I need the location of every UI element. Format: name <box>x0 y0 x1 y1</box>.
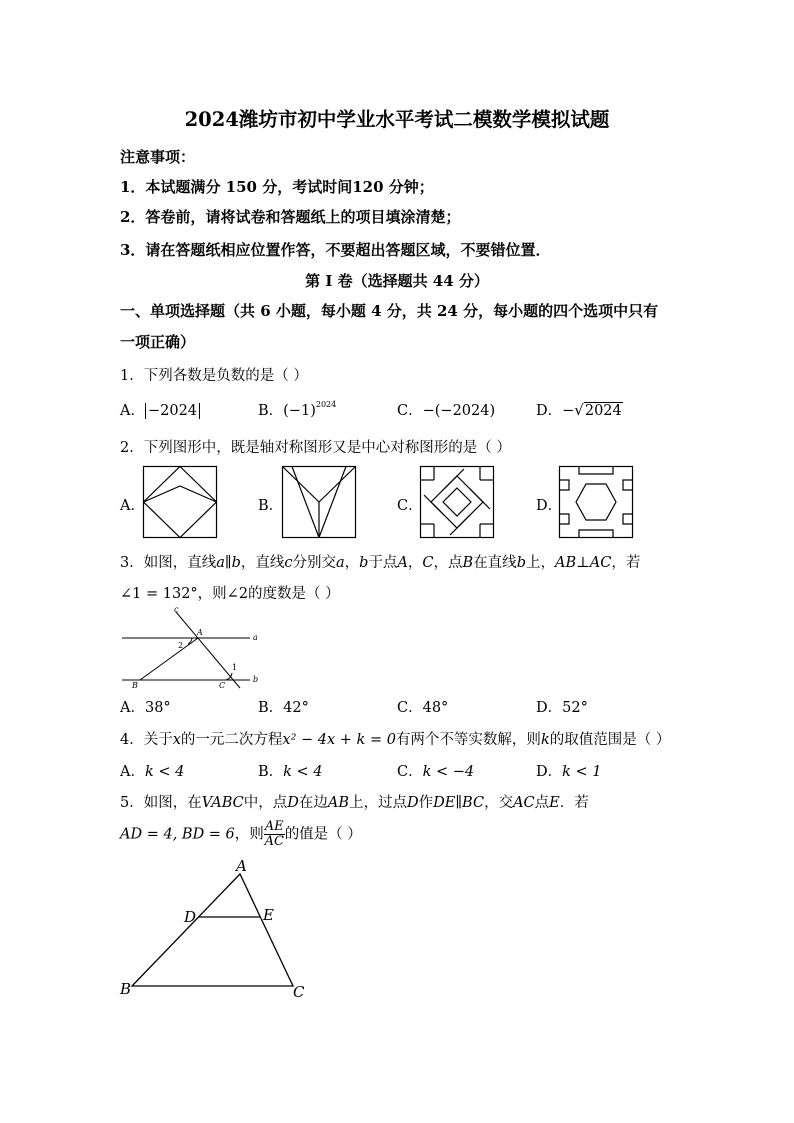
q4-text: 的取值范围是（ ） <box>549 732 671 748</box>
q3-figure <box>118 604 268 690</box>
q3-point-b: B <box>132 681 138 690</box>
q3-text: 上， <box>525 555 555 571</box>
q3-option-c <box>397 696 448 717</box>
option-value: 42° <box>283 700 309 716</box>
q3-math: C <box>422 555 434 571</box>
q5-math: AD = 4, BD = 6 <box>120 826 235 843</box>
option-label: D． <box>536 403 563 419</box>
section-title: 第 I 卷（选择题共 44 分） <box>305 272 489 290</box>
q3-math: a <box>335 555 345 571</box>
q5-math: AB <box>327 795 349 811</box>
q3-point-a: A <box>197 628 203 637</box>
q3-angle-2: 2 <box>178 641 184 650</box>
q5-text: 的值是（ ） <box>284 826 362 843</box>
q5-stem-line2 <box>120 820 362 849</box>
q2-label-a: A． <box>120 498 145 514</box>
q4-option-b <box>258 760 323 781</box>
q3-option-a <box>120 696 171 717</box>
q5-text: 5．如图，在 <box>120 795 202 811</box>
option-label: B． <box>258 764 284 780</box>
q1-option-b <box>258 399 336 420</box>
part-heading-line1: 一、单项选择题（共 6 小题，每小题 4 分，共 24 分，每小题的四个选项中只有 <box>120 302 659 320</box>
q1-option-d <box>536 399 623 420</box>
q4-text: 4．关于 <box>120 732 173 748</box>
option-value: k < −4 <box>422 764 475 780</box>
q2-figure-c <box>420 466 494 538</box>
option-label: C． <box>397 700 423 716</box>
q3-option-d <box>536 696 588 717</box>
q3-math: A <box>397 555 408 571</box>
q5-point-b: B <box>120 980 132 998</box>
q5-figure <box>118 856 318 1002</box>
option-label: A． <box>120 764 145 780</box>
q5-text: 作 <box>418 795 434 811</box>
option-label: A． <box>120 403 145 419</box>
note-item-3: 3．请在答题纸相应位置作答，不要超出答题区域，不要错位置． <box>120 241 551 259</box>
q5-text: ．若 <box>559 795 589 811</box>
part-heading-line2: 一项正确） <box>120 333 196 351</box>
notes-heading: 注意事项： <box>120 148 196 166</box>
q3-text: ，则∠2的度数是（ ） <box>197 586 340 602</box>
q3-label-a: a <box>253 633 258 642</box>
option-value: k < 4 <box>283 764 323 780</box>
q5-point-d: D <box>184 908 197 926</box>
q4-text: 的一元二次方程 <box>180 732 283 748</box>
q1-d-radicand: 2024 <box>584 403 622 419</box>
q3-text: 3．如图，直线 <box>120 555 217 571</box>
q3-option-b <box>258 696 309 717</box>
q3-text: ， <box>407 555 423 571</box>
q3-text: ，点 <box>433 555 463 571</box>
q3-stem-line2 <box>120 582 340 603</box>
option-label: D． <box>536 700 563 716</box>
q4-math: k <box>540 732 550 748</box>
q4-text: 有两个不等实数解，则 <box>395 732 541 748</box>
q5-math: AC <box>513 795 535 811</box>
q3-text: ， <box>344 555 360 571</box>
q3-angle-1: 1 <box>232 663 238 672</box>
q1-d-sign: − <box>562 403 575 419</box>
option-value: 52° <box>562 700 588 716</box>
q1-option-a <box>120 399 200 420</box>
q4-option-d <box>536 760 602 781</box>
q5-text: 上，过点 <box>349 795 407 811</box>
q3-text: 在直线 <box>473 555 517 571</box>
q5-math: E <box>549 795 560 811</box>
q1-stem: 1．下列各数是负数的是（ ） <box>120 368 308 384</box>
option-label: C． <box>397 403 423 419</box>
q5-fraction <box>264 820 285 849</box>
q1-b-base: (−1) <box>283 403 316 419</box>
q4-option-c <box>397 760 474 781</box>
note-item-1: 1．本试题满分 150 分，考试时间120 分钟； <box>120 178 434 196</box>
q1-a-value: −2024 <box>145 403 200 419</box>
q5-point-c: C <box>293 983 305 1001</box>
option-label: C． <box>397 764 423 780</box>
q4-option-a <box>120 760 184 781</box>
q3-math: AB⊥AC <box>554 555 612 571</box>
q3-text: 分别交 <box>292 555 336 571</box>
q1-option-c <box>397 399 495 420</box>
q5-text: 中，点 <box>243 795 288 811</box>
fraction-numerator: AE <box>264 819 284 834</box>
q5-text: ，交 <box>484 795 514 811</box>
q5-text: 在边 <box>298 795 328 811</box>
q2-figure-d <box>559 466 633 538</box>
q5-text: ，则 <box>234 826 264 843</box>
q2-figure-b <box>282 466 356 538</box>
sqrt-symbol: √ <box>574 401 584 419</box>
option-label: B． <box>258 700 284 716</box>
q3-label-c: c <box>174 605 179 614</box>
q5-point-e: E <box>263 906 274 924</box>
option-label: B． <box>258 403 284 419</box>
q2-label-c: C． <box>397 498 423 514</box>
option-label: D． <box>536 764 563 780</box>
q3-stem-line1 <box>120 551 640 572</box>
q5-math: D <box>287 795 299 811</box>
q4-equation: x² − 4x + k = 0 <box>282 732 396 748</box>
q5-math: D <box>407 795 419 811</box>
q3-math: a∥b <box>216 555 241 571</box>
q1-b-exponent: 2024 <box>315 400 337 409</box>
q1-c-value: −(−2024) <box>422 403 496 419</box>
q2-figure-a <box>143 466 217 538</box>
q3-label-b: b <box>253 675 259 684</box>
q3-math: c <box>284 555 293 571</box>
q2-stem: 2．下列图形中，既是轴对称图形又是中心对称图形的是（ ） <box>120 440 511 456</box>
q3-text: ，若 <box>611 555 641 571</box>
option-label: A． <box>120 700 145 716</box>
option-value: k < 1 <box>562 764 602 780</box>
q4-math: x <box>172 732 181 748</box>
q3-math: ∠1 = 132° <box>120 586 198 602</box>
q4-stem <box>120 728 670 749</box>
q5-math: DE∥BC <box>433 795 485 811</box>
q5-point-a: A <box>236 857 247 875</box>
q3-text: ，直线 <box>240 555 285 571</box>
note-item-2: 2．答卷前，请将试卷和答题纸上的项目填涂清楚； <box>120 208 461 226</box>
q5-math: VABC <box>201 795 244 811</box>
q3-math: b <box>359 555 369 571</box>
q3-math: B <box>462 555 474 571</box>
q3-math: b <box>516 555 526 571</box>
q5-text: 点 <box>534 795 550 811</box>
q2-label-d: D． <box>536 498 563 514</box>
fraction-denominator: AC <box>264 834 284 849</box>
q2-label-b: B． <box>258 498 284 514</box>
page-title: 2024潍坊市初中学业水平考试二模数学模拟试题 <box>184 108 610 131</box>
option-value: 38° <box>144 700 171 716</box>
option-value: k < 4 <box>144 764 185 780</box>
q3-point-c: C <box>219 681 226 690</box>
option-value: 48° <box>422 700 449 716</box>
q3-text: 于点 <box>368 555 398 571</box>
q5-stem-line1 <box>120 791 589 812</box>
